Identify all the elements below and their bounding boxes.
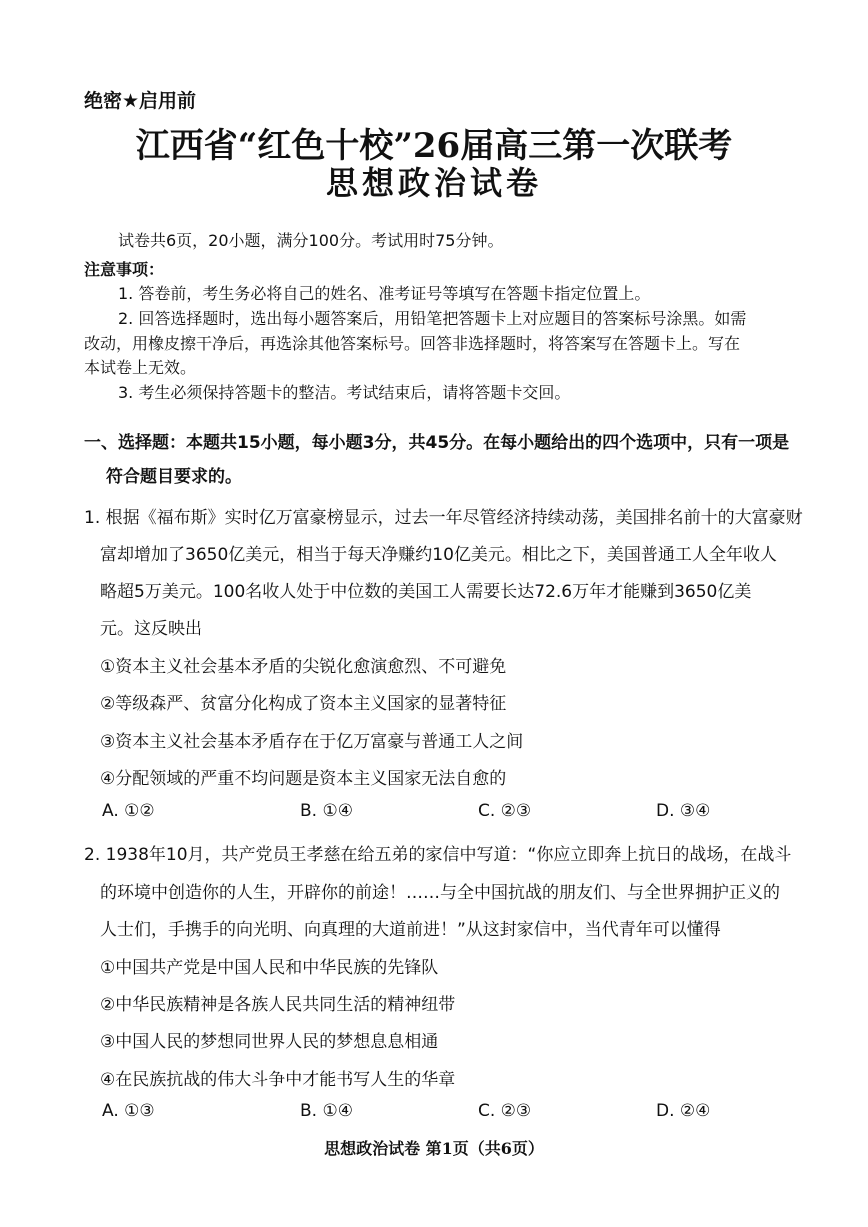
page-footer: 思想政治试卷 第1页（共6页） bbox=[324, 1139, 544, 1158]
question-1-item: ④分配领域的严重不均问题是资本主义国家无法自愈的 bbox=[100, 769, 507, 789]
subject-title: 思想政治试卷 bbox=[325, 164, 542, 202]
question-1-option-c: C. ②③ bbox=[478, 801, 532, 821]
question-2-stem: 的环境中创造你的人生，开辟你的前途！……与全中国抗战的朋友们、与全世界拥护正义的 bbox=[100, 883, 780, 903]
question-2-option-a: A. ①③ bbox=[102, 1101, 155, 1121]
question-1-stem: 富却增加了3650亿美元，相当于每天净赚约10亿美元。相比之下，美国普通工人全年收人 bbox=[100, 545, 777, 565]
question-2-item: ③中国人民的梦想同世界人民的梦想息息相通 bbox=[100, 1032, 439, 1052]
confidential-label: 绝密★启用前 bbox=[84, 90, 197, 112]
notice-item: 本试卷上无效。 bbox=[84, 358, 197, 377]
question-2-option-b: B. ①④ bbox=[300, 1101, 353, 1121]
question-2-stem: 2. 1938年10月，共产党员王孝慈在给五弟的家信中写道：“你应立即奔上抗日的战场，在战斗 bbox=[84, 845, 792, 865]
question-2-option-d: D. ②④ bbox=[656, 1101, 711, 1121]
question-2-item: ②中华民族精神是各族人民共同生活的精神纽带 bbox=[100, 995, 456, 1015]
question-1-option-a: A. ①② bbox=[102, 801, 155, 821]
notice-item: 3. 考生必须保持答题卡的整洁。考试结束后，请将答题卡交回。 bbox=[118, 383, 571, 402]
question-1-stem: 1. 根据《福布斯》实时亿万富豪榜显示，过去一年尽管经济持续动荡，美国排名前十的大富豪财 bbox=[84, 508, 803, 528]
question-1-stem: 元。这反映出 bbox=[100, 619, 202, 639]
question-1-option-b: B. ①④ bbox=[300, 801, 353, 821]
section-heading: 符合题目要求的。 bbox=[106, 467, 242, 487]
question-1-item: ①资本主义社会基本矛盾的尖锐化愈演愈烈、不可避免 bbox=[100, 657, 507, 677]
notice-item: 2. 回答选择题时，选出每小题答案后，用铅笔把答题卡上对应题目的答案标号涂黑。如需 bbox=[118, 309, 747, 328]
section-heading: 一、选择题：本题共15小题，每小题3分，共45分。在每小题给出的四个选项中，只有一项是 bbox=[84, 433, 790, 453]
question-1-item: ②等级森严、贫富分化构成了资本主义国家的显著特征 bbox=[100, 694, 507, 714]
question-2-option-c: C. ②③ bbox=[478, 1101, 532, 1121]
exam-info: 试卷共6页，20小题，满分100分。考试用时75分钟。 bbox=[118, 231, 504, 250]
notice-title: 注意事项： bbox=[84, 260, 165, 279]
question-2-item: ④在民族抗战的伟大斗争中才能书写人生的华章 bbox=[100, 1070, 456, 1090]
question-1-stem: 略超5万美元。100名收人处于中位数的美国工人需要长达72.6万年才能赚到3650亿美 bbox=[100, 582, 752, 602]
notice-item: 改动，用橡皮擦干净后，再选涂其他答案标号。回答非选择题时，将答案写在答题卡上。写在 bbox=[84, 334, 741, 353]
notice-item: 1. 答卷前，考生务必将自己的姓名、准考证号等填写在答题卡指定位置上。 bbox=[118, 284, 651, 303]
question-1-item: ③资本主义社会基本矛盾存在于亿万富豪与普通工人之间 bbox=[100, 732, 524, 752]
exam-title: 江西省“红色十校”26届高三第一次联考 bbox=[135, 126, 733, 166]
question-2-item: ①中国共产党是中国人民和中华民族的先锋队 bbox=[100, 958, 439, 978]
question-2-stem: 人士们，手携手的向光明、向真理的大道前进！”从这封家信中，当代青年可以懂得 bbox=[100, 920, 721, 940]
question-1-option-d: D. ③④ bbox=[656, 801, 711, 821]
